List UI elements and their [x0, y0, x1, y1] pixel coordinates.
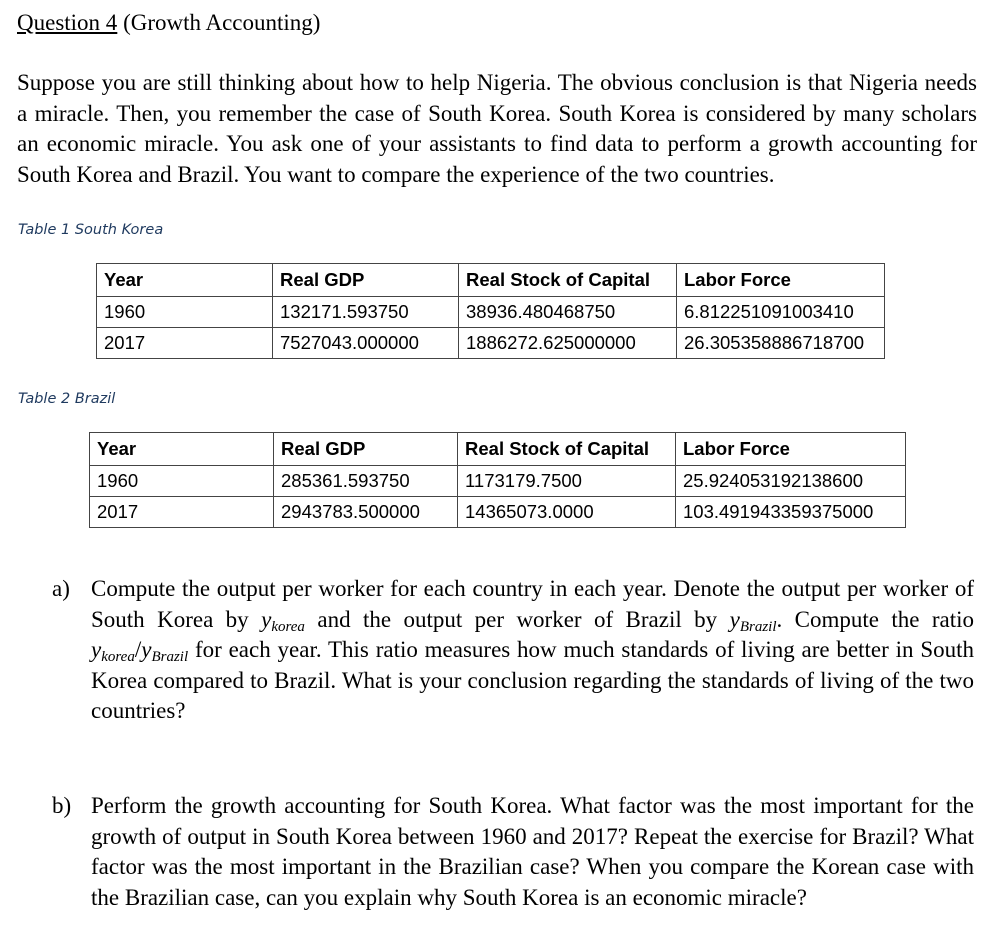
- brazil-table: [89, 432, 906, 528]
- table-cell: 1960: [90, 466, 274, 497]
- table-header-row: [97, 264, 885, 297]
- table-cell: 38936.480468750: [459, 297, 677, 328]
- question-a-part: and the output per worker of Brazil by: [317, 606, 718, 632]
- table-row: [97, 297, 885, 328]
- table-cell: 132171.593750: [273, 297, 459, 328]
- question-b: [52, 791, 974, 913]
- column-header: Real GDP: [274, 433, 458, 466]
- table1-caption: Table 1 South Korea: [18, 222, 164, 238]
- table-row: [97, 328, 885, 359]
- question-a-text: [91, 574, 974, 727]
- column-header: Labor Force: [677, 264, 885, 297]
- question-a-part: for each year. This ratio measures how much standards of living are better in South Korea compared to Brazil. What is your conclusion regarding the standards of living of the two countries?: [91, 637, 974, 723]
- table-cell: 1960: [97, 297, 273, 328]
- column-header: Real Stock of Capital: [458, 433, 676, 466]
- table-row: [90, 466, 906, 497]
- table-cell: 25.924053192138600: [676, 466, 906, 497]
- question-b-label: b): [52, 793, 72, 818]
- table-cell: 7527043.000000: [273, 328, 459, 359]
- ratio-symbol: $y_{korea}/y_{Brazil}$: [91, 637, 189, 665]
- column-header: Year: [97, 264, 273, 297]
- question-heading: [17, 10, 320, 36]
- table-cell: 2017: [90, 497, 274, 528]
- question-number: Question 4: [17, 10, 118, 35]
- question-a-label: a): [52, 576, 70, 601]
- table-cell: 103.491943359375000: [676, 497, 906, 528]
- column-header: Real Stock of Capital: [459, 264, 677, 297]
- table-cell: 14365073.0000: [458, 497, 676, 528]
- table-cell: 1886272.625000000: [459, 328, 677, 359]
- south-korea-table: [96, 263, 885, 359]
- table-cell: 26.305358886718700: [677, 328, 885, 359]
- column-header: Labor Force: [676, 433, 906, 466]
- intro-paragraph: Suppose you are still thinking about how to help Nigeria. The obvious conclusion is that Nigeria needs a miracle. Then, you remember the case of South Korea. South Korea is considered by many scholars an economic miracle. You ask one of your assistants to find data to perform a growth accounting for South Korea and Brazil. You want to compare the experience of the two countries.: [17, 70, 977, 187]
- table-cell: 285361.593750: [274, 466, 458, 497]
- table-cell: 6.812251091003410: [677, 297, 885, 328]
- table-header-row: [90, 433, 906, 466]
- table2-caption: Table 2 Brazil: [18, 391, 116, 407]
- y-brazil-symbol: $y_{Brazil}$: [729, 606, 777, 635]
- question-a-part: Compute the output per worker for each country in each year. Denote the output per worker of South Korea by: [91, 576, 974, 632]
- table-cell: 1173179.7500: [458, 466, 676, 497]
- question-a-part: . Compute the ratio: [776, 606, 975, 632]
- table-cell: 2943783.500000: [274, 497, 458, 528]
- question-a: [52, 574, 974, 727]
- table-cell: 2017: [97, 328, 273, 359]
- question-topic: (Growth Accounting): [123, 10, 321, 35]
- table-row: [90, 497, 906, 528]
- column-header: Year: [90, 433, 274, 466]
- question-b-text: Perform the growth accounting for South Korea. What factor was the most important for the growth of output in South Korea between 1960 and 2017? Repeat the exercise for Brazil? What factor was the most important in the Brazilian case? When you compare the Korean case with the Brazilian case, can you explain why South Korea is an economic miracle?: [91, 793, 974, 910]
- y-korea-symbol: $y_{korea}$: [261, 606, 305, 635]
- column-header: Real GDP: [273, 264, 459, 297]
